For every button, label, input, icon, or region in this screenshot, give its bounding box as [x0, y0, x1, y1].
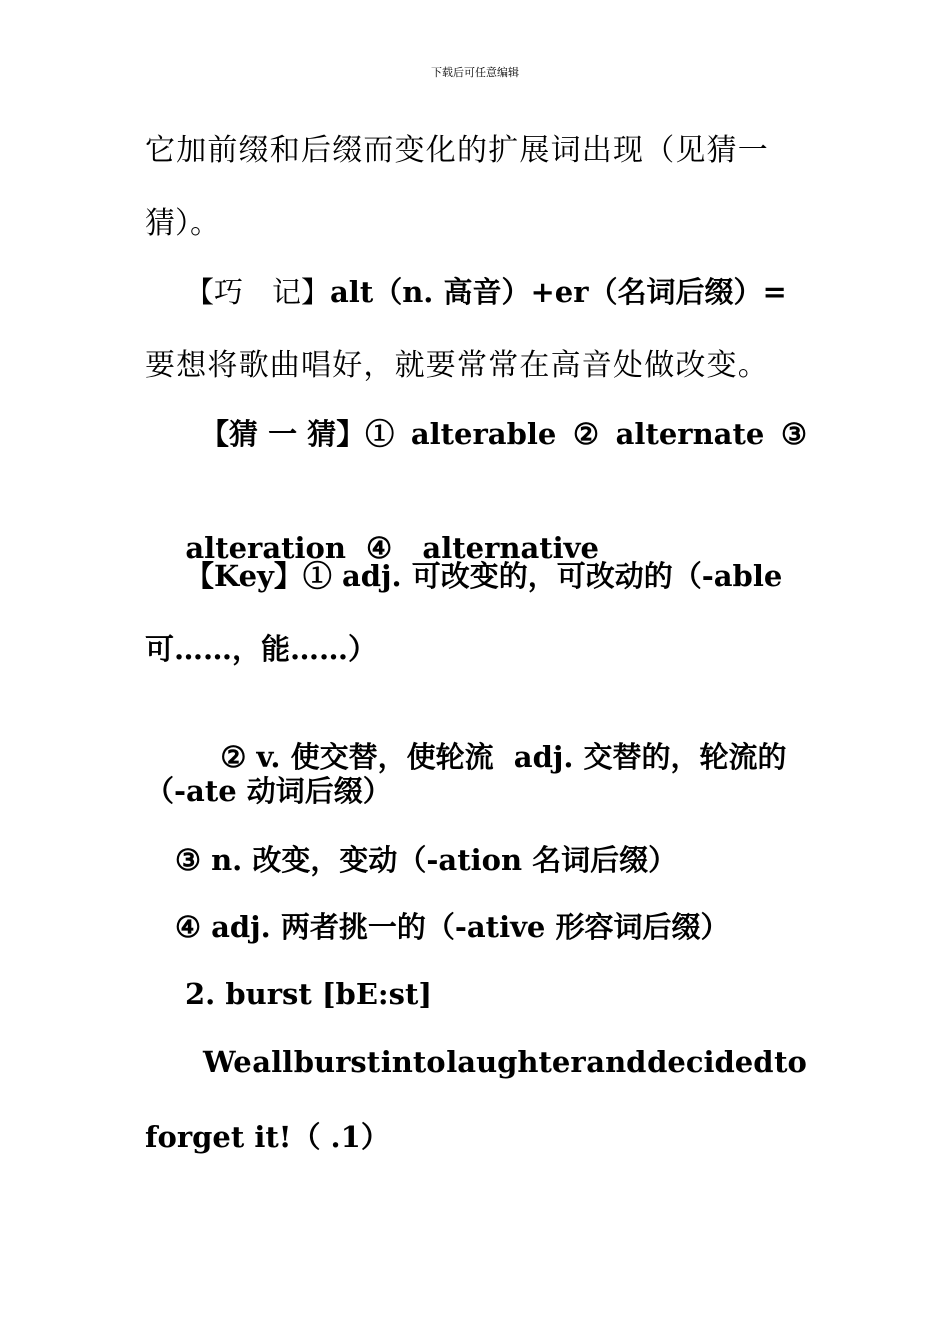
example-word: burst — [293, 1045, 381, 1079]
example-word: laughter — [446, 1045, 586, 1079]
mnemonic-explanation-text: 要想将歌曲唱好，就要常常在高音处做改变。 — [145, 348, 769, 383]
key-line — [185, 556, 807, 596]
example-sentence-rest: forget it!（ .1） — [145, 1120, 390, 1154]
key-item-1-rest: 可……，能……） — [145, 632, 378, 666]
key-line-1-continued — [145, 629, 807, 669]
vocab-word: 2. burst [bE:st] — [185, 977, 433, 1011]
guess-word-2: alternate — [615, 417, 765, 451]
text-line-1-content: 它加前缀和后缀而变化的扩展词出现（见猜一 — [145, 133, 769, 168]
example-word: all — [252, 1045, 294, 1079]
key-item-2: ② v. 使交替，使轮流 adj. 交替的，轮流的 — [220, 740, 787, 774]
guess-line-continued — [145, 488, 807, 565]
key-item-2-continued — [145, 771, 807, 811]
mnemonic-label: 【巧 记】 — [185, 275, 331, 309]
key-item-4: ④ adj. 两者挑一的（-ative 形容词后缀） — [175, 910, 730, 944]
example-sentence-line — [203, 1042, 807, 1082]
mnemonic-formula: alt（n. 高音）+er（名词后缀）= — [330, 275, 787, 309]
guess-marker-3: ③ — [780, 417, 807, 451]
vocab-heading — [185, 974, 807, 1014]
text-line-1 — [145, 130, 807, 170]
guess-word-1: alterable — [410, 417, 557, 451]
key-item-2-rest: （-ate 动词后缀） — [145, 774, 392, 808]
example-word: We — [203, 1045, 252, 1079]
guess-label: 【猜 一 猜】① — [200, 417, 395, 451]
example-sentence-continued — [145, 1117, 807, 1157]
key-item-2-line — [180, 697, 807, 774]
page-header: 下载后可任意编辑 — [431, 66, 519, 79]
example-word: to — [774, 1045, 807, 1079]
text-line-2-content: 猜）。 — [145, 206, 220, 241]
guess-marker-2: ② — [572, 417, 599, 451]
key-item-3: ③ n. 改变，变动（-ation 名词后缀） — [175, 843, 678, 877]
guess-line — [200, 414, 807, 454]
key-item-3-line — [175, 840, 807, 880]
key-item-1: 【Key】① adj. 可改变的，可改动的（-able — [185, 559, 783, 593]
mnemonic-explanation — [145, 345, 807, 385]
mnemonic-line — [185, 272, 807, 312]
example-word: decided — [647, 1045, 774, 1079]
text-line-2 — [145, 203, 807, 243]
guess-words-rest: alteration ④ alternative — [185, 531, 599, 565]
example-word: into — [380, 1045, 446, 1079]
example-word: and — [586, 1045, 647, 1079]
key-item-4-line — [175, 907, 807, 947]
